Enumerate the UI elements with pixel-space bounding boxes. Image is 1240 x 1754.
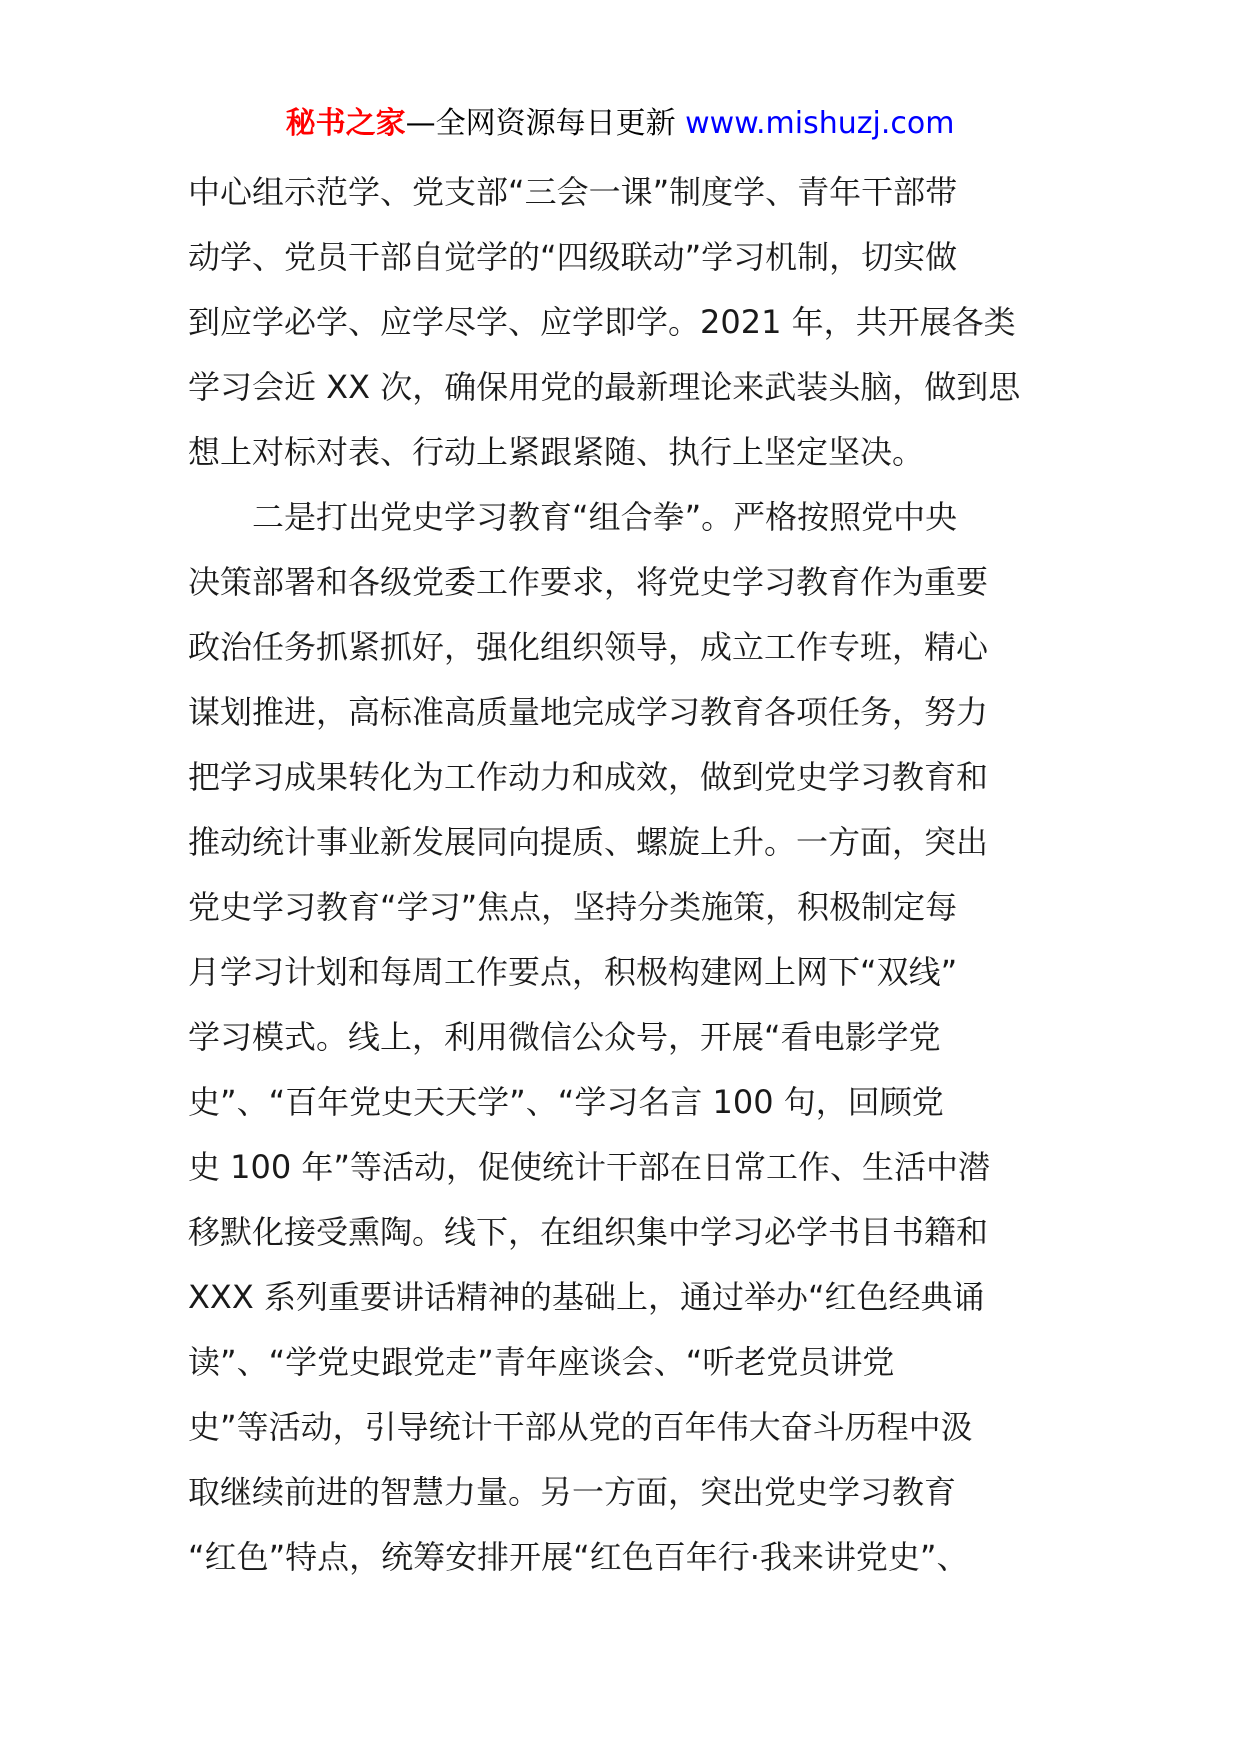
site-url-link[interactable]: www.mishuzj.com: [685, 106, 955, 141]
text-line: 政治任务抓紧抓好，强化组织领导，成立工作专班，精心: [188, 628, 989, 666]
text-line: 决策部署和各级党委工作要求，将党史学习教育作为重要: [188, 563, 989, 601]
page-header: [0, 104, 1240, 144]
text-line: 移默化接受熏陶。线下，在组织集中学习必学书目书籍和: [188, 1213, 989, 1251]
text-line: 史”、“百年党史天天学”、“学习名言 100 句，回顾党: [188, 1083, 944, 1121]
text-line: 中心组示范学、党支部“三会一课”制度学、青年干部带: [188, 173, 958, 211]
text-line: “红色”特点，统筹安排开展“红色百年行·我来讲党史”、: [188, 1538, 969, 1576]
text-line: 到应学必学、应学尽学、应学即学。2021 年，共开展各类: [188, 303, 1016, 341]
text-line: 学习会近 XX 次，确保用党的最新理论来武装头脑，做到思: [188, 368, 1021, 406]
text-line: 月学习计划和每周工作要点，积极构建网上网下“双线”: [188, 953, 958, 991]
text-line: 谋划推进，高标准高质量地完成学习教育各项任务，努力: [188, 693, 989, 731]
text-line: 动学、党员干部自觉学的“四级联动”学习机制，切实做: [188, 238, 958, 276]
document-body: [188, 160, 1068, 1590]
text-line: XXX 系列重要讲话精神的基础上，通过举办“红色经典诵: [188, 1278, 985, 1316]
text-line: 史”等活动，引导统计干部从党的百年伟大奋斗历程中汲: [188, 1408, 973, 1446]
text-line: 取继续前进的智慧力量。另一方面，突出党史学习教育: [188, 1473, 957, 1511]
text-line: 读”、“学党史跟党走”青年座谈会、“听老党员讲党: [188, 1343, 895, 1381]
text-line: 党史学习教育“学习”焦点，坚持分类施策，积极制定每: [188, 888, 958, 926]
text-line: 想上对标对表、行动上紧跟紧随、执行上坚定坚决。: [188, 433, 925, 471]
paragraph-start-line: 二是打出党史学习教育“组合拳”。严格按照党中央: [188, 498, 958, 536]
header-tagline: —全网资源每日更新: [405, 106, 676, 141]
text-line: 把学习成果转化为工作动力和成效，做到党史学习教育和: [188, 758, 989, 796]
brand-name: 秘书之家: [285, 106, 406, 141]
text-line: 推动统计事业新发展同向提质、螺旋上升。一方面，突出: [188, 823, 989, 861]
text-line: 史 100 年”等活动，促使统计干部在日常工作、生活中潜: [188, 1148, 991, 1186]
text-line: 学习模式。线上，利用微信公众号，开展“看电影学党: [188, 1018, 941, 1056]
